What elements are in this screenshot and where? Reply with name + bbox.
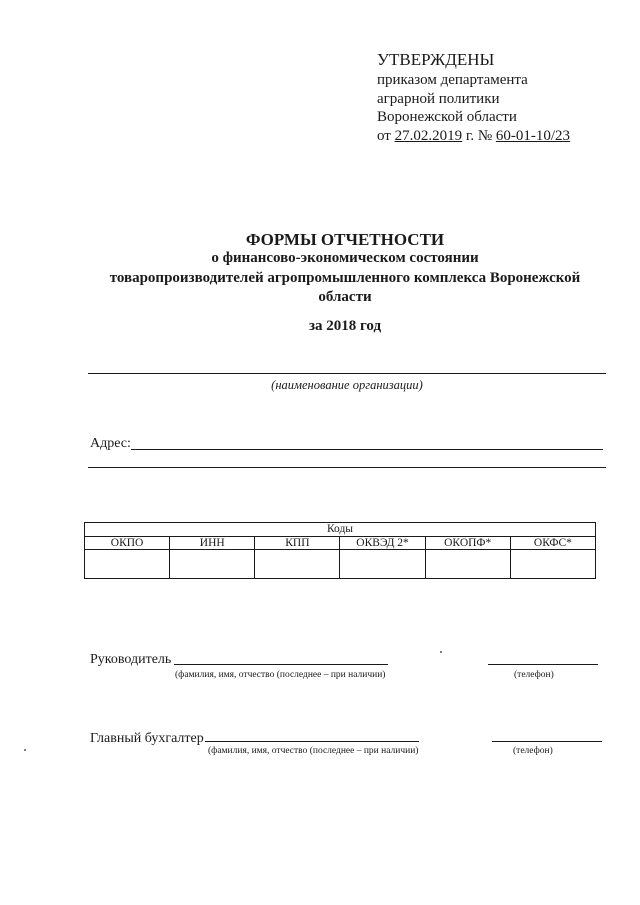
codes-table (84, 522, 596, 579)
okpo-value-cell[interactable] (85, 550, 170, 579)
form-subtitle-line-3: области (318, 289, 372, 305)
form-period: за 2018 год (308, 318, 382, 334)
column-okved: ОКВЭД 2* (340, 537, 425, 550)
organization-name-line[interactable] (88, 373, 606, 374)
approval-block (377, 50, 570, 145)
address-label: Адрес: (90, 436, 131, 451)
order-date-suffix: г. № (462, 127, 496, 144)
column-inn: ИНН (170, 537, 255, 550)
scan-speck (440, 651, 442, 653)
head-phone-caption: (телефон) (514, 670, 554, 680)
accountant-name-caption: (фамилия, имя, отчество (последнее – при наличии) (208, 746, 419, 756)
accountant-phone-caption: (телефон) (513, 746, 553, 756)
okopf-value-cell[interactable] (425, 550, 510, 579)
head-name-line[interactable] (174, 664, 388, 665)
approval-heading: УТВЕРЖДЕНЫ (377, 50, 495, 69)
approval-line-3: Воронежской области (377, 109, 517, 125)
accountant-label: Главный бухгалтер (90, 731, 204, 746)
approval-order-line (377, 127, 570, 146)
column-okpo: ОКПО (85, 537, 170, 550)
form-title: ФОРМЫ ОТЧЕТНОСТИ (245, 230, 445, 249)
scan-speck (24, 749, 26, 751)
form-subtitle-line-2: товаропроизводителей агропромышленного комплекса Воронежской (109, 270, 581, 286)
kpp-value-cell[interactable] (255, 550, 340, 579)
address-line-2[interactable] (88, 467, 606, 468)
accountant-phone-line[interactable] (492, 741, 602, 742)
column-okfs: ОКФС* (510, 537, 595, 550)
column-okopf: ОКОПФ* (425, 537, 510, 550)
codes-header: Коды (85, 523, 596, 537)
okved-value-cell[interactable] (340, 550, 425, 579)
head-phone-line[interactable] (488, 664, 598, 665)
address-line-1[interactable] (131, 449, 603, 450)
okfs-value-cell[interactable] (510, 550, 595, 579)
head-label: Руководитель (90, 652, 172, 667)
approval-line-2: аграрной политики (377, 90, 500, 107)
order-date: 27.02.2019 (394, 127, 463, 144)
head-name-caption: (фамилия, имя, отчество (последнее – при наличии) (175, 670, 386, 680)
accountant-name-line[interactable] (205, 741, 419, 742)
form-subtitle-line-1: о финансово-экономическом состоянии (211, 250, 479, 266)
column-kpp: КПП (255, 537, 340, 550)
order-date-prefix: от (377, 127, 395, 144)
approval-line-1: приказом департамента (377, 72, 528, 88)
order-number: 60-01-10/23 (495, 127, 571, 144)
organization-name-caption: (наименование организации) (271, 378, 423, 392)
inn-value-cell[interactable] (170, 550, 255, 579)
